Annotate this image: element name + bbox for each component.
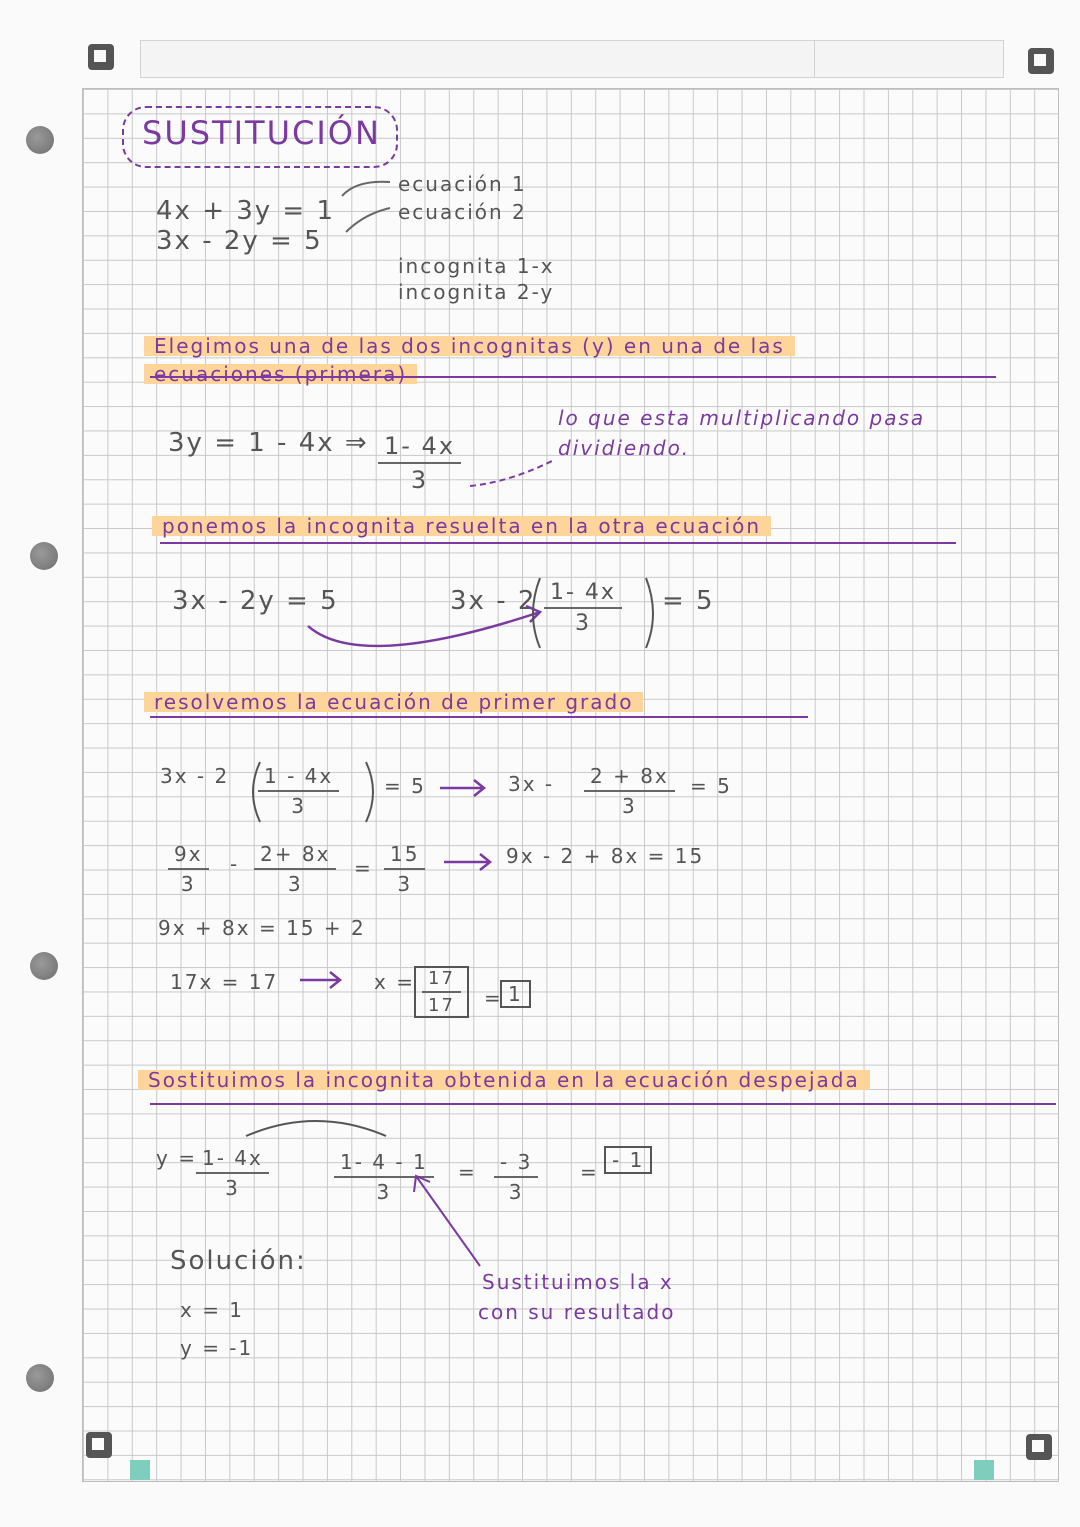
unknown-2: incognita 2-y [398, 280, 555, 304]
step2-equation: 3x - 2y = 5 [172, 586, 339, 616]
step4-equals-2: = [580, 1160, 599, 1184]
right-arrow-icon [440, 780, 484, 796]
step3-l4-x: x = [374, 970, 415, 994]
step4-result: - 1 [604, 1148, 652, 1172]
step4-note-line2: con su resultado [478, 1300, 676, 1324]
step3-l1-right-fraction: $\frac{2 + 8x}{3}$ [584, 764, 675, 818]
label-equation-2: ecuación 2 [398, 200, 527, 224]
step3-l4-fraction: $\frac{17}{17}$ [414, 966, 469, 1018]
step3-l2-fraction-b: $\frac{2+ 8x}{3}$ [254, 842, 336, 896]
solution-x: x = 1 [180, 1298, 245, 1322]
substitution-arrow [308, 612, 540, 646]
right-arrow-icon [300, 972, 340, 988]
step3-l2-fraction-a: $\frac{9x}{3}$ [168, 842, 209, 896]
step2-fraction: $\frac{1- 4x}{3}$ [544, 580, 622, 636]
equation-2: 3x - 2y = 5 [156, 226, 323, 256]
right-arrow-icon [444, 854, 490, 870]
step3-l2-minus: - [230, 852, 240, 876]
step2-sub-prefix: 3x - 2 [450, 586, 537, 616]
step3-l4: 17x = 17 [170, 970, 279, 994]
brace-stroke [342, 182, 390, 196]
paren [646, 578, 653, 648]
step1-note-line2: dividiendo. [558, 436, 691, 460]
step4-heading: Sostituimos la incognita obtenida en la ecuación despejada [138, 1068, 870, 1092]
step3-l1-prefix: 3x - 2 [160, 764, 230, 788]
step3-heading: resolvemos la ecuación de primer grado [144, 690, 643, 714]
equation-1: 4x + 3y = 1 [156, 196, 336, 226]
step1-heading-line2: ecuaciones (primera) [144, 362, 417, 386]
label-equation-1: ecuación 1 [398, 172, 527, 196]
step3-l1-right-suffix: = 5 [690, 774, 732, 798]
note-arrow [414, 1176, 480, 1266]
step4-y-prefix: y = [156, 1146, 197, 1170]
paren [366, 762, 373, 822]
solution-label: Solución: [170, 1246, 307, 1276]
brace-stroke [346, 208, 390, 232]
paren [253, 762, 260, 822]
step3-l3: 9x + 8x = 15 + 2 [158, 916, 366, 940]
step4-note-line1: Sustituimos la x [482, 1270, 674, 1294]
link-arc [246, 1121, 386, 1136]
step1-fraction: $\frac{1- 4x}{3}$ [378, 432, 461, 494]
step4-equals-1: = [458, 1160, 477, 1184]
solution-y: y = -1 [180, 1336, 254, 1360]
step2-sub-suffix: = 5 [662, 586, 715, 616]
unknown-1: incognita 1-x [398, 254, 555, 278]
step4-sub-fraction: $\frac{1- 4 - 1}{3}$ [334, 1150, 434, 1204]
step4-y-fraction: $\frac{1- 4x}{3}$ [196, 1146, 269, 1200]
step3-l2-equals: = [354, 856, 373, 880]
step3-l4-result: 1 [500, 982, 531, 1006]
step1-equation: 3y = 1 - 4x ⇒ [168, 428, 369, 458]
page-title: SUSTITUCIÓN [142, 114, 381, 152]
step1-heading-line1: Elegimos una de las dos incognitas (y) en una de las [144, 334, 795, 358]
step3-l1-right-prefix: 3x - [508, 772, 555, 796]
step3-l2-fraction-c: $\frac{15}{3}$ [384, 842, 425, 896]
step3-l1-mid: = 5 [384, 774, 426, 798]
step4-result-fraction: $\frac{- 3}{3}$ [494, 1150, 538, 1204]
note-arrow [470, 460, 554, 486]
step1-note-line1: lo que esta multiplicando pasa [558, 406, 926, 430]
step2-heading: ponemos la incognita resuelta en la otra ecuación [152, 514, 771, 538]
step3-l1-fraction: $\frac{1 - 4x}{3}$ [258, 764, 339, 818]
step3-l2-right: 9x - 2 + 8x = 15 [506, 844, 705, 868]
step3-l4-equals: = [484, 986, 503, 1010]
